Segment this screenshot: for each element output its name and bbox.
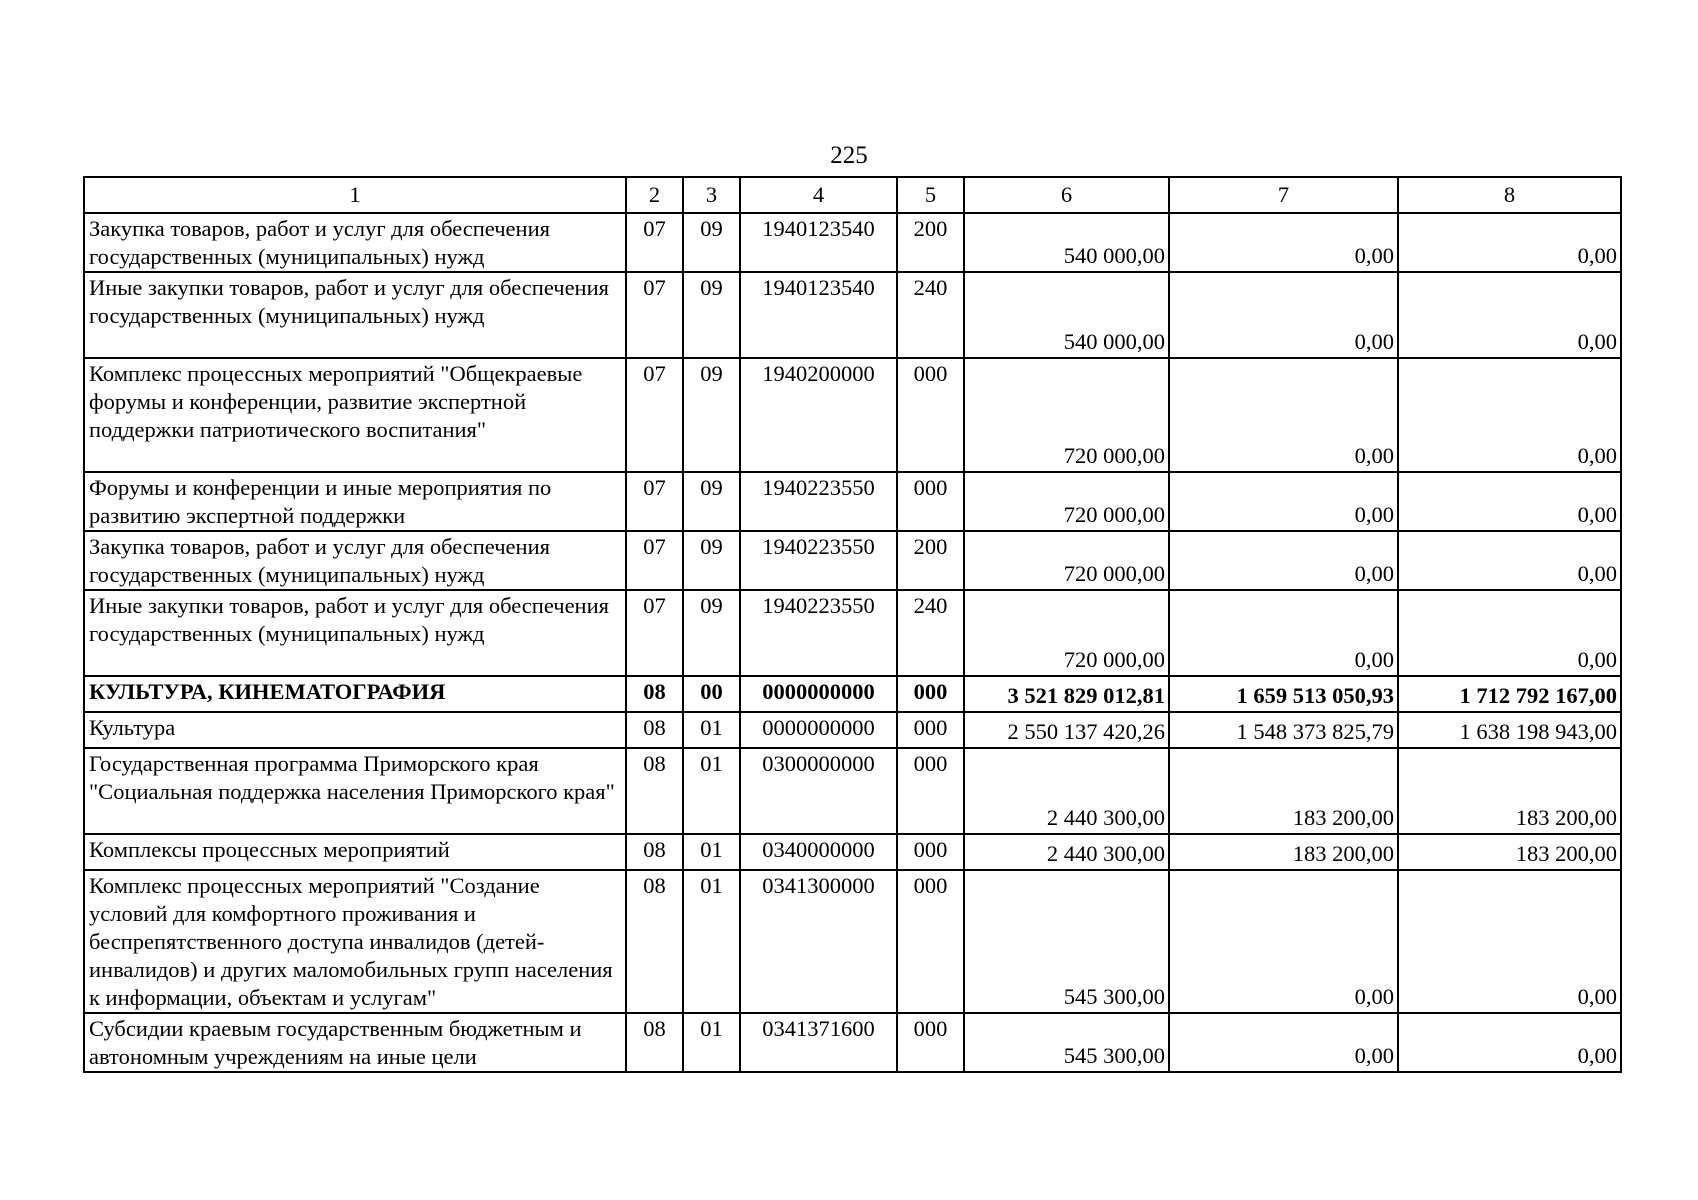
amount-col7: 0,00 xyxy=(1169,870,1398,1013)
row-name: Культура xyxy=(84,712,626,748)
subsection-code: 00 xyxy=(683,676,740,712)
column-header: 6 xyxy=(964,177,1169,213)
expense-type-code: 200 xyxy=(897,213,964,272)
table-row xyxy=(84,590,1621,676)
target-article-code: 1940123540 xyxy=(740,213,897,272)
amount-col8: 0,00 xyxy=(1398,590,1621,676)
column-header: 2 xyxy=(626,177,683,213)
table-row xyxy=(84,272,1621,358)
amount-col7: 0,00 xyxy=(1169,590,1398,676)
row-name: Комплекс процессных мероприятий "Создание условий для комфортного проживания и беспрепятственного доступа инвалидов (детей-инвалидов) и других маломобильных групп населения к информации, объектам и услугам" xyxy=(84,870,626,1013)
table-row xyxy=(84,472,1621,531)
expense-type-code: 000 xyxy=(897,870,964,1013)
amount-col6: 2 440 300,00 xyxy=(964,834,1169,870)
column-header: 3 xyxy=(683,177,740,213)
amount-col6: 720 000,00 xyxy=(964,531,1169,590)
table-row xyxy=(84,213,1621,272)
table-row xyxy=(84,748,1621,834)
row-name: КУЛЬТУРА, КИНЕМАТОГРАФИЯ xyxy=(84,676,626,712)
expense-type-code: 000 xyxy=(897,834,964,870)
subsection-code: 01 xyxy=(683,1013,740,1072)
row-name: Комплексы процессных мероприятий xyxy=(84,834,626,870)
amount-col8: 0,00 xyxy=(1398,1013,1621,1072)
amount-col8: 1 638 198 943,00 xyxy=(1398,712,1621,748)
budget-table xyxy=(83,176,1622,1073)
section-code: 07 xyxy=(626,272,683,358)
table-row xyxy=(84,712,1621,748)
amount-col8: 0,00 xyxy=(1398,272,1621,358)
table-row xyxy=(84,834,1621,870)
amount-col6: 2 550 137 420,26 xyxy=(964,712,1169,748)
amount-col6: 720 000,00 xyxy=(964,358,1169,472)
amount-col6: 545 300,00 xyxy=(964,1013,1169,1072)
section-code: 07 xyxy=(626,531,683,590)
target-article-code: 0341300000 xyxy=(740,870,897,1013)
subsection-code: 09 xyxy=(683,590,740,676)
expense-type-code: 000 xyxy=(897,676,964,712)
section-code: 07 xyxy=(626,590,683,676)
target-article-code: 0341371600 xyxy=(740,1013,897,1072)
target-article-code: 0000000000 xyxy=(740,676,897,712)
table-row-section-total xyxy=(84,676,1621,712)
table-row xyxy=(84,1013,1621,1072)
section-code: 08 xyxy=(626,834,683,870)
row-name: Закупка товаров, работ и услуг для обеспечения государственных (муниципальных) нужд xyxy=(84,531,626,590)
target-article-code: 1940123540 xyxy=(740,272,897,358)
expense-type-code: 000 xyxy=(897,748,964,834)
subsection-code: 01 xyxy=(683,834,740,870)
column-header: 8 xyxy=(1398,177,1621,213)
section-code: 08 xyxy=(626,676,683,712)
column-header: 4 xyxy=(740,177,897,213)
subsection-code: 01 xyxy=(683,870,740,1013)
amount-col7: 1 548 373 825,79 xyxy=(1169,712,1398,748)
subsection-code: 09 xyxy=(683,358,740,472)
expense-type-code: 240 xyxy=(897,272,964,358)
expense-type-code: 000 xyxy=(897,472,964,531)
amount-col6: 720 000,00 xyxy=(964,472,1169,531)
expense-type-code: 240 xyxy=(897,590,964,676)
amount-col6: 545 300,00 xyxy=(964,870,1169,1013)
target-article-code: 1940223550 xyxy=(740,531,897,590)
amount-col6: 540 000,00 xyxy=(964,272,1169,358)
amount-col6: 2 440 300,00 xyxy=(964,748,1169,834)
section-code: 07 xyxy=(626,358,683,472)
page-number: 225 xyxy=(830,142,868,169)
column-number-row xyxy=(84,177,1621,213)
row-name: Комплекс процессных мероприятий "Общекраевые форумы и конференции, развитие экспертной поддержки патриотического воспитания" xyxy=(84,358,626,472)
amount-col8: 0,00 xyxy=(1398,213,1621,272)
amount-col7: 183 200,00 xyxy=(1169,748,1398,834)
section-code: 08 xyxy=(626,712,683,748)
column-header: 5 xyxy=(897,177,964,213)
section-code: 08 xyxy=(626,748,683,834)
target-article-code: 1940223550 xyxy=(740,590,897,676)
subsection-code: 09 xyxy=(683,272,740,358)
amount-col8: 0,00 xyxy=(1398,531,1621,590)
amount-col7: 0,00 xyxy=(1169,213,1398,272)
amount-col8: 183 200,00 xyxy=(1398,748,1621,834)
expense-type-code: 000 xyxy=(897,358,964,472)
table-row xyxy=(84,531,1621,590)
amount-col8: 0,00 xyxy=(1398,358,1621,472)
expense-type-code: 200 xyxy=(897,531,964,590)
row-name: Субсидии краевым государственным бюджетным и автономным учреждениям на иные цели xyxy=(84,1013,626,1072)
amount-col8: 0,00 xyxy=(1398,472,1621,531)
section-code: 08 xyxy=(626,1013,683,1072)
column-header: 1 xyxy=(84,177,626,213)
table-row xyxy=(84,358,1621,472)
amount-col7: 183 200,00 xyxy=(1169,834,1398,870)
target-article-code: 0000000000 xyxy=(740,712,897,748)
section-code: 08 xyxy=(626,870,683,1013)
row-name: Государственная программа Приморского края "Социальная поддержка населения Приморского края" xyxy=(84,748,626,834)
expense-type-code: 000 xyxy=(897,1013,964,1072)
subsection-code: 01 xyxy=(683,712,740,748)
target-article-code: 1940223550 xyxy=(740,472,897,531)
subsection-code: 09 xyxy=(683,531,740,590)
amount-col8: 1 712 792 167,00 xyxy=(1398,676,1621,712)
amount-col7: 0,00 xyxy=(1169,358,1398,472)
column-header: 7 xyxy=(1169,177,1398,213)
amount-col7: 0,00 xyxy=(1169,272,1398,358)
row-name: Иные закупки товаров, работ и услуг для обеспечения государственных (муниципальных) нужд xyxy=(84,590,626,676)
section-code: 07 xyxy=(626,472,683,531)
amount-col7: 0,00 xyxy=(1169,531,1398,590)
row-name: Форумы и конференции и иные мероприятия по развитию экспертной поддержки xyxy=(84,472,626,531)
subsection-code: 09 xyxy=(683,213,740,272)
amount-col6: 540 000,00 xyxy=(964,213,1169,272)
amount-col8: 183 200,00 xyxy=(1398,834,1621,870)
amount-col6: 3 521 829 012,81 xyxy=(964,676,1169,712)
target-article-code: 0340000000 xyxy=(740,834,897,870)
expense-type-code: 000 xyxy=(897,712,964,748)
subsection-code: 09 xyxy=(683,472,740,531)
table-row xyxy=(84,870,1621,1013)
row-name: Иные закупки товаров, работ и услуг для обеспечения государственных (муниципальных) нужд xyxy=(84,272,626,358)
amount-col7: 0,00 xyxy=(1169,472,1398,531)
row-name: Закупка товаров, работ и услуг для обеспечения государственных (муниципальных) нужд xyxy=(84,213,626,272)
amount-col6: 720 000,00 xyxy=(964,590,1169,676)
section-code: 07 xyxy=(626,213,683,272)
amount-col7: 1 659 513 050,93 xyxy=(1169,676,1398,712)
target-article-code: 0300000000 xyxy=(740,748,897,834)
amount-col7: 0,00 xyxy=(1169,1013,1398,1072)
amount-col8: 0,00 xyxy=(1398,870,1621,1013)
subsection-code: 01 xyxy=(683,748,740,834)
target-article-code: 1940200000 xyxy=(740,358,897,472)
